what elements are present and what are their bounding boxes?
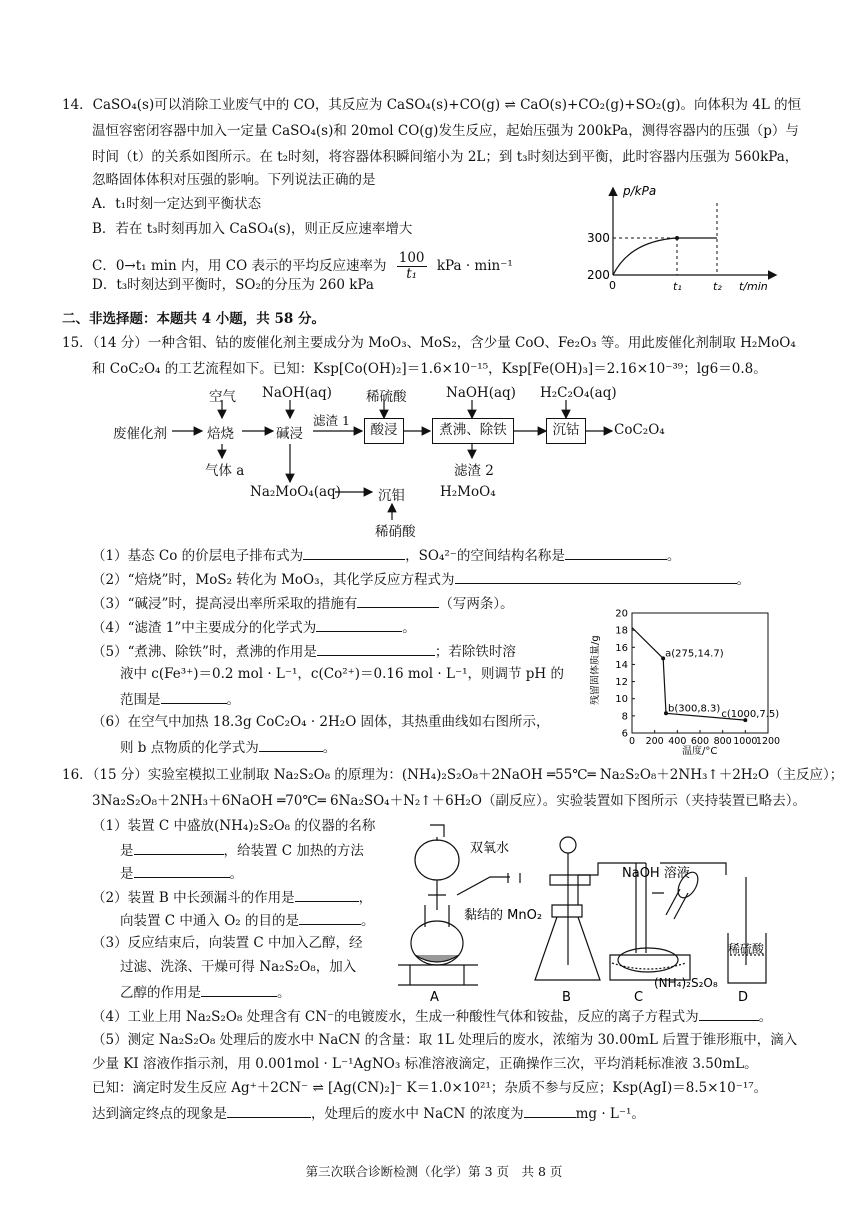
long-neck-funnel-top	[560, 837, 576, 853]
answer-blank[interactable]	[259, 737, 323, 752]
q16-p2-line2: 向装置 C 中通入 O₂ 的目的是 。	[120, 910, 374, 930]
q15-p6-line1: （6）在空气中加热 18.3g CoC₂O₄ · 2H₂O 固体，其热重曲线如右图所示，	[92, 714, 550, 730]
q15-p1-text-b: ，SO₄²⁻的空间结构名称是	[405, 548, 565, 564]
tg-xtick-label: 0	[628, 736, 636, 747]
thermogravimetric-chart	[590, 605, 790, 755]
graph-t2: t₂	[713, 280, 722, 293]
q16-p1-line2	[120, 840, 364, 860]
label-h2o2: 双氧水	[470, 841, 510, 856]
q14-option-c-text: C．0→t₁ min 内，用 CO 表示的平均反应速率为	[92, 258, 387, 274]
q15-p5-line3: 范围是 。	[120, 689, 240, 709]
q14-option-a: A．t₁时刻一定达到平衡状态	[92, 196, 262, 212]
q16-p3-line1: （3）反应结束后，向装置 C 中加入乙醇，经	[92, 935, 363, 951]
flow-gas-a: 气体 a	[205, 463, 245, 479]
tg-plot-area	[615, 609, 780, 748]
q15-line1: 15．（14 分）一种含钼、钴的废催化剂主要成分为 MoO₃、MoS₂，含少量 CoO、Fe₂O₃ 等。用此废催化剂制取 H₂MoO₄	[62, 335, 796, 351]
q15-p1-text: （1）基态 Co 的价层电子排布式为	[92, 548, 304, 564]
funnel-stopper	[430, 825, 444, 841]
q14-line1: 14．CaSO₄(s)可以消除工业废气中的 CO，其反应为 CaSO₄(s)+CO(g) ⇌ CaO(s)+CO₂(g)+SO₂(g)。向体积为 4L 的恒	[62, 97, 802, 113]
fraction-denominator: t₁	[406, 266, 418, 282]
q14-line2: 温恒容密闭容器中加入一定量 CaSO₄(s)和 20mol CO(g)发生反应，起始压强为 200kPa，测得容器内的压强（p）与	[92, 123, 799, 139]
q15-p3-text: （3）“碱浸”时，提高浸出率所采取的措施有	[92, 596, 358, 612]
stand-a	[398, 965, 478, 985]
fraction-numerator: 100	[398, 250, 425, 266]
label-A: A	[430, 990, 439, 1005]
graph-origin: 0	[609, 279, 616, 292]
q15-line2: 和 CoC₂O₄ 的工艺流程如下。已知：Ksp[Co(OH)₂]＝1.6×10⁻¹⁵，Ksp[Fe(OH)₃]＝2.16×10⁻³⁹；lg6＝0.8。	[92, 361, 767, 377]
q16-p2-text-b: 向装置 C 中通入 O₂ 的目的是	[120, 913, 299, 929]
q15-p3-text-b: （写两条）。	[439, 596, 514, 612]
flow-naoh2: NaOH(aq)	[446, 385, 516, 401]
beaker-d	[728, 933, 766, 983]
tg-ylabel: 残留固体质量/g	[590, 635, 601, 705]
dropping-funnel-c	[666, 889, 688, 919]
q16-p1-line1: （1）装置 C 中盛放(NH₄)₂S₂O₈ 的仪器的名称	[92, 818, 376, 834]
section-2-heading: 二、非选择题：本题共 4 小题，共 58 分。	[62, 311, 325, 327]
tg-ytick-label: 8	[621, 711, 628, 723]
q14-option-b: B．若在 t₃时刻再加入 CaSO₄(s)，则正反应速率增大	[92, 221, 413, 237]
flow-h2moo4: H₂MoO₄	[440, 484, 496, 500]
q15-p5-line2: 液中 c(Fe³⁺)＝0.2 mol · L⁻¹，c(Co²⁺)＝0.16 mol · L⁻¹，则调节 pH 的	[120, 666, 564, 682]
q14-line3: 时间（t）的关系如图所示。在 t₂时刻，将容器体积瞬间缩小为 2L；到 t₃时刻达到平衡，此时容器内压强为 560kPa，	[92, 149, 799, 165]
q16-p4-text: （4）工业上用 Na₂S₂O₈ 处理含有 CN⁻的电镀废水，生成一种酸性气体和铵盐，反应的离子方程式为	[92, 1009, 699, 1025]
flow-start: 废催化剂	[113, 426, 167, 442]
q16-p5-line3: 已知：滴定时发生反应 Ag⁺＋2CN⁻ ⇌ [Ag(CN)₂]⁻ K＝1.0×10²¹；杂质不参与反应；Ksp(AgI)＝8.5×10⁻¹⁷。	[92, 1080, 768, 1096]
q16-p2-text-a: （2）装置 B 中长颈漏斗的作用是	[92, 890, 295, 906]
flow-h2c2o4: H₂C₂O₄(aq)	[540, 385, 617, 401]
separatory-funnel	[415, 840, 459, 880]
answer-blank[interactable]	[524, 1103, 576, 1118]
q16-p2-line1: （2）装置 B 中长颈漏斗的作用是 ，	[92, 887, 372, 907]
tg-ytick-label: 20	[615, 608, 628, 620]
q15-p5-line1	[92, 641, 516, 661]
answer-blank[interactable]	[357, 593, 439, 608]
q16-p3-text-c: 乙醇的作用是	[120, 985, 201, 1001]
tg-xtick-label: 1000	[733, 736, 758, 747]
q16-p1-line3: 是 。	[120, 863, 243, 883]
tg-xtick-label: 800	[713, 736, 732, 747]
q15-p5-text: （5）“煮沸、除铁”时，煮沸的作用是	[92, 644, 317, 660]
q16-p5-text-e: ，处理后的废水中 NaCN 的浓度为	[311, 1106, 524, 1122]
q15-p6-line2: 则 b 点物质的化学式为 。	[120, 737, 336, 757]
flow-mo-precip: 沉钼	[378, 488, 405, 504]
label-D: D	[738, 990, 749, 1005]
q16-p3-line3: 乙醇的作用是 。	[120, 982, 291, 1002]
tube-b-in	[550, 875, 590, 885]
flow-air: 空气	[209, 389, 236, 405]
q15-p5-text-b: ；若除铁时溶	[434, 644, 516, 660]
flow-product: CoC₂O₄	[614, 422, 665, 438]
label-naoh: NaOH 溶液	[622, 866, 690, 881]
graph-ylabel: p/kPa	[623, 184, 657, 198]
tg-ytick-label: 10	[615, 694, 628, 706]
answer-blank[interactable]	[201, 982, 277, 997]
pressure-time-graph	[585, 183, 785, 295]
q14-option-c-unit: kPa · min⁻¹	[436, 258, 513, 274]
flow-precip-box: 沉钴	[546, 418, 586, 444]
flow-alkali-leach: 碱浸	[276, 426, 303, 442]
tube-a	[457, 877, 510, 895]
tg-point-label: a(275,14.7)	[665, 648, 724, 660]
answer-blank[interactable]	[303, 545, 405, 560]
stopper-b	[552, 905, 582, 917]
tg-ytick-label: 16	[615, 642, 628, 654]
q16-p1-text-c: ，给装置 C 加热的方法	[223, 843, 364, 859]
q15-p6-text: 则 b 点物质的化学式为	[120, 740, 259, 756]
q16-p3-line2: 过滤、洗涤、干燥可得 Na₂S₂O₈，加入	[120, 959, 357, 975]
answer-blank[interactable]	[134, 863, 230, 878]
tg-ytick-label: 12	[615, 677, 628, 689]
t1-point	[675, 236, 679, 240]
graph-y200: 200	[587, 268, 610, 282]
apparatus-diagram	[390, 815, 770, 1005]
q16-p5-text-f: mg · L⁻¹。	[575, 1106, 645, 1122]
answer-blank[interactable]	[565, 545, 667, 560]
graph-y300: 300	[587, 231, 610, 245]
tg-xtick-label: 600	[690, 736, 710, 747]
flow-boil-box: 煮沸、除铁	[432, 418, 514, 444]
q15-p3	[92, 593, 514, 613]
q14-line4: 忽略固体体积对压强的影响。下列说法正确的是	[92, 172, 376, 188]
flow-dil-hno3: 稀硝酸	[375, 524, 416, 540]
answer-blank[interactable]	[317, 641, 435, 656]
q16-p1-text-b: 是	[120, 843, 134, 859]
q15-p4: （4）“滤渣 1”中主要成分的化学式为 。	[92, 617, 416, 637]
tg-xtick-label: 400	[668, 736, 687, 747]
q16-p5-text-d: 达到滴定终点的现象是	[92, 1106, 227, 1122]
answer-blank[interactable]	[699, 1006, 759, 1021]
tg-point-label: c(1000,7.5)	[721, 709, 780, 721]
graph-xlabel: t/min	[739, 280, 768, 293]
tg-point-label: b(300,8.3)	[668, 703, 721, 715]
tg-xlabel: 温度/°C	[682, 746, 718, 755]
flow-roast: 焙烧	[207, 426, 234, 442]
answer-blank[interactable]	[134, 840, 224, 855]
label-C: C	[634, 990, 644, 1005]
pressure-curve	[613, 238, 677, 275]
q16-p5-line4	[92, 1103, 645, 1123]
tg-xtick-label: 200	[645, 736, 664, 747]
answer-blank[interactable]	[455, 569, 737, 584]
q14-option-d: D．t₃时刻达到平衡时，SO₂的分压为 260 kPa	[92, 277, 374, 293]
answer-blank[interactable]	[299, 910, 361, 925]
label-salt: (NH₄)₂S₂O₈	[654, 976, 718, 990]
tg-ytick-label: 18	[615, 625, 628, 637]
answer-blank[interactable]	[227, 1103, 311, 1118]
flow-naoh1: NaOH(aq)	[262, 385, 332, 401]
q16-p5-line1: （5）测定 Na₂S₂O₈ 处理后的废水中 NaCN 的含量：取 1L 处理后的废水，浓缩为 30.00mL 后置于锥形瓶中，滴入	[92, 1032, 798, 1048]
answer-blank[interactable]	[295, 887, 359, 902]
q16-p4: （4）工业上用 Na₂S₂O₈ 处理含有 CN⁻的电镀废水，生成一种酸性气体和铵盐，反应的离子方程式为 。	[92, 1006, 772, 1026]
flow-filt1: 滤渣 1	[313, 413, 350, 428]
flow-na2moo4: Na₂MoO₄(aq)	[250, 484, 341, 500]
q16-p5-line2: 少量 KI 溶液作指示剂，用 0.001mol · L⁻¹AgNO₃ 标准溶液滴定，正确操作三次，平均消耗标准液 3.50mL。	[92, 1056, 758, 1072]
answer-blank[interactable]	[161, 689, 227, 704]
flow-acid-leach-box: 酸浸	[364, 418, 404, 444]
flow-filt2: 滤渣 2	[454, 463, 494, 479]
page-footer: 第三次联合诊断检测（化学）第 3 页 共 8 页	[305, 1164, 563, 1179]
graph-t1: t₁	[673, 280, 682, 293]
q14-fraction	[397, 251, 427, 282]
label-mno2: 黏结的 MnO₂	[464, 908, 543, 923]
q15-p1: （1）基态 Co 的价层电子排布式为 ，SO₄²⁻的空间结构名称是 。	[92, 545, 680, 565]
label-B: B	[562, 990, 571, 1005]
label-dil-acid: 稀硫酸	[728, 942, 765, 956]
q15-p2-text: （2）“焙烧”时，MoS₂ 转化为 MoO₃，其化学反应方程式为	[92, 572, 455, 588]
q16-line2: 3Na₂S₂O₈＋2NH₃＋6NaOH ═70℃═ 6Na₂SO₄＋N₂↑＋6H₂O（副反应）。实验装置如下图所示（夹持装置已略去）。	[92, 793, 806, 809]
q15-p4-text: （4）“滤渣 1”中主要成分的化学式为	[92, 620, 317, 636]
q16-line1: 16．（15 分）实验室模拟工业制取 Na₂S₂O₈ 的原理为：(NH₄)₂S₂O₈＋2NaOH ═55℃═ Na₂S₂O₈＋2NH₃↑＋2H₂O（主反应）；	[62, 767, 844, 783]
tg-xtick-label: 1200	[755, 736, 781, 747]
flow-dil-h2so4: 稀硫酸	[366, 389, 407, 405]
tg-ytick-label: 14	[615, 659, 628, 671]
q15-p5-text-d: 范围是	[120, 692, 161, 708]
tg-ytick-label: 6	[621, 728, 628, 740]
answer-blank[interactable]	[316, 617, 402, 632]
q15-p2: （2）“焙烧”时，MoS₂ 转化为 MoO₃，其化学反应方程式为 。	[92, 569, 750, 589]
q16-p1-text-d: 是	[120, 866, 134, 882]
